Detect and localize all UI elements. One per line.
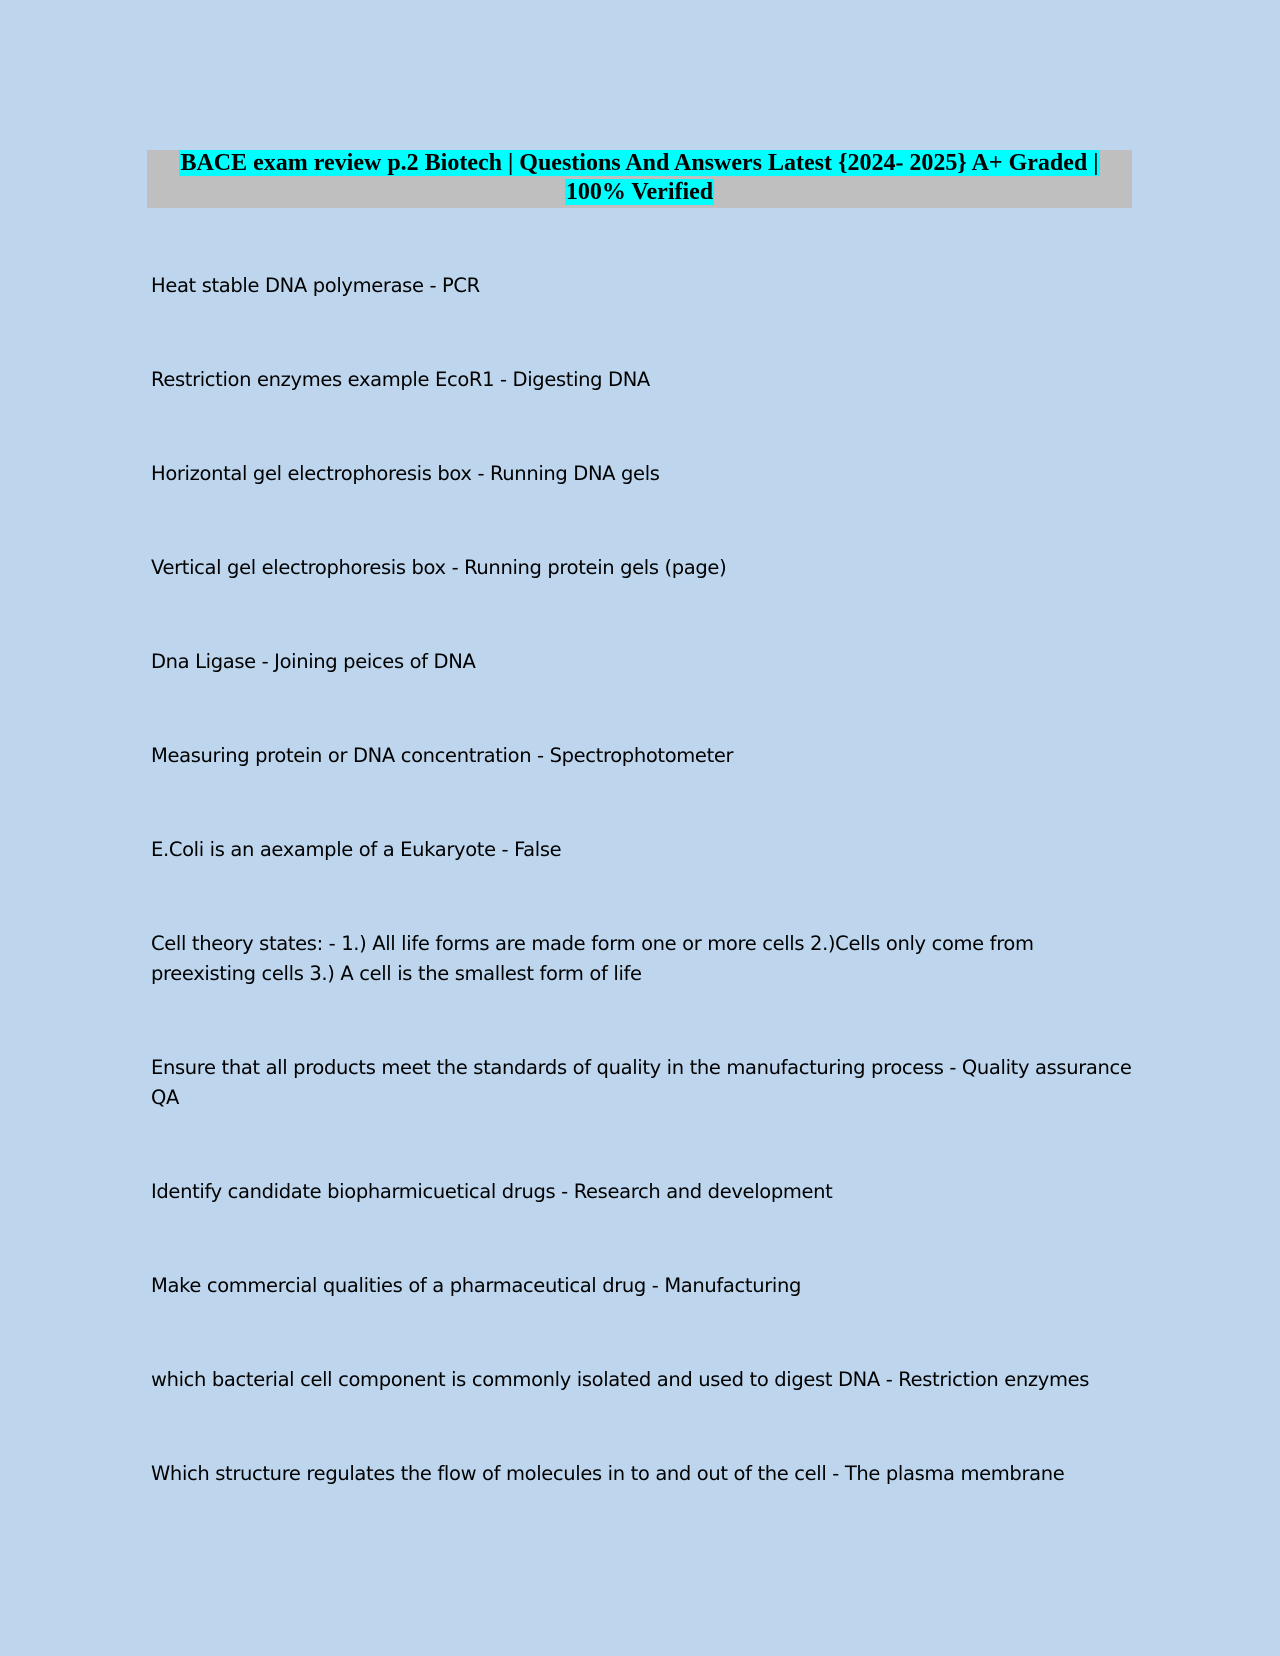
- qa-item: Which structure regulates the flow of molecules in to and out of the cell - The plasma membrane: [151, 1462, 1065, 1485]
- qa-item: Cell theory states: - 1.) All life forms are made form one or more cells 2.)Cells only come from preexisting cells 3.) A cell is the smallest form of life: [151, 932, 1034, 985]
- qa-item: Vertical gel electrophoresis box - Running protein gels (page): [151, 556, 727, 579]
- qa-item: Restriction enzymes example EcoR1 - Digesting DNA: [151, 368, 650, 391]
- qa-item: E.Coli is an aexample of a Eukaryote - False: [151, 838, 562, 861]
- qa-item: Dna Ligase - Joining peices of DNA: [151, 650, 476, 673]
- document-title: [147, 149, 1132, 207]
- qa-item: Horizontal gel electrophoresis box - Running DNA gels: [151, 462, 660, 485]
- document-title-line-1: BACE exam review p.2 Biotech | Questions And Answers Latest {2024- 2025} A+ Graded |: [180, 150, 1099, 176]
- document-title-line-2: 100% Verified: [565, 179, 714, 205]
- qa-item: Make commercial qualities of a pharmaceutical drug - Manufacturing: [151, 1274, 801, 1297]
- qa-item: Ensure that all products meet the standards of quality in the manufacturing process - Quality assurance QA: [151, 1056, 1132, 1109]
- qa-item: Identify candidate biopharmicuetical drugs - Research and development: [151, 1180, 833, 1203]
- qa-item: which bacterial cell component is commonly isolated and used to digest DNA - Restriction enzymes: [151, 1368, 1090, 1391]
- qa-item: Heat stable DNA polymerase - PCR: [151, 274, 480, 297]
- qa-item: Measuring protein or DNA concentration - Spectrophotometer: [151, 744, 734, 767]
